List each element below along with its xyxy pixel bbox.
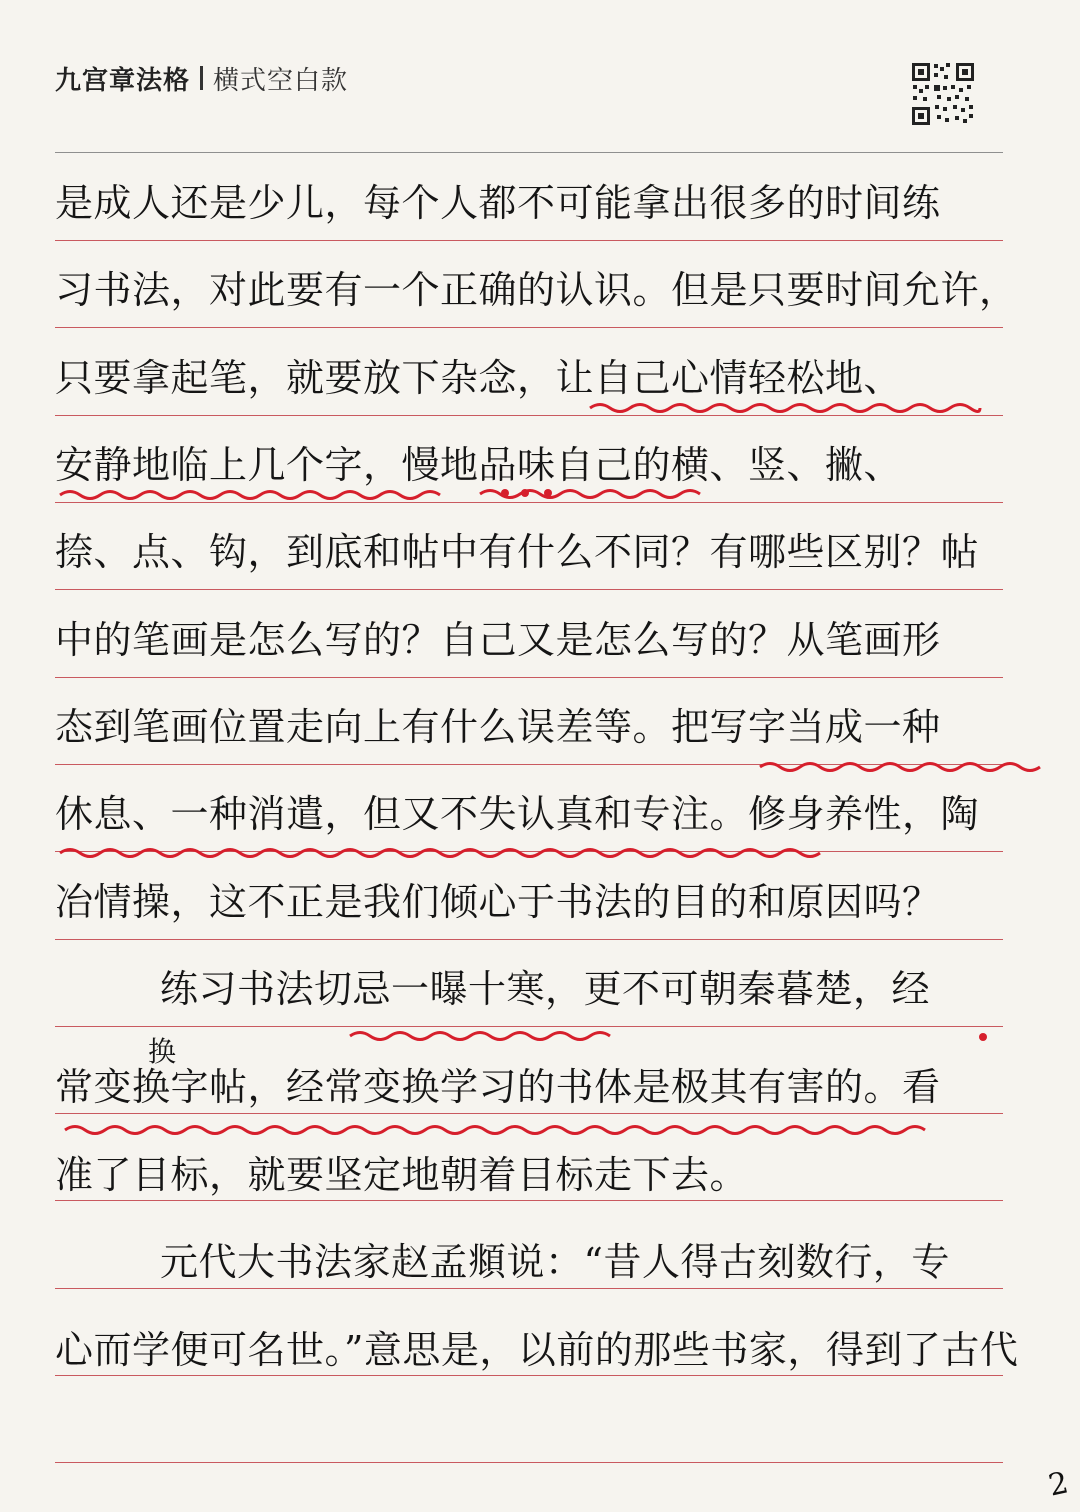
handwritten-line: 习书法，对此要有一个正确的认识。但是只要时间允许， [55, 268, 1018, 312]
red-dot [544, 489, 552, 497]
handwritten-line: 练习书法切忌一曝十寒，更不可朝秦暮楚，经 [160, 967, 931, 1011]
handwritten-line: 捺、点、钩，到底和帖中有什么不同？有哪些区别？帖 [55, 530, 980, 574]
red-dot [521, 489, 529, 497]
handwritten-line: 休息、一种消遣，但又不失认真和专注。修身养性，陶 [55, 792, 980, 836]
handwritten-line: 态到笔画位置走向上有什么误差等。把写字当成一种 [55, 705, 941, 749]
brand-title: 九宫章法格 [55, 65, 191, 96]
handwritten-line: 常变换字帖，经常变换学习的书体是极其有害的。看 [55, 1065, 941, 1109]
header-subtitle: 横式空白款 [213, 65, 349, 96]
handwritten-line: 冶情操，这不正是我们倾心于书法的目的和原因吗？ [55, 880, 941, 924]
handwritten-line: 心而学便可名世。”意思是，以前的那些书家，得到了古代 [55, 1328, 1019, 1372]
wavy-underline [60, 492, 440, 499]
red-dot [979, 1033, 987, 1041]
correction-note: 换 [148, 1035, 177, 1068]
wavy-underline [65, 1127, 925, 1134]
wavy-underline [760, 764, 1040, 771]
handwritten-line: 准了目标，就要坚定地朝着目标走下去。 [55, 1153, 749, 1197]
wavy-underline [480, 491, 700, 498]
handwritten-line: 安静地临上几个字，慢地品味自己的横、竖、撇、 [55, 443, 903, 487]
wavy-underline [590, 405, 980, 412]
wavy-underline [60, 850, 820, 857]
red-dot [501, 489, 509, 497]
handwritten-line: 只要拿起笔，就要放下杂念，让自己心情轻松地、 [55, 356, 903, 400]
handwritten-line: 中的笔画是怎么写的？自己又是怎么写的？从笔画形 [55, 618, 941, 662]
page-number: 2 [1045, 1465, 1072, 1504]
wavy-underline [350, 1033, 610, 1040]
handwritten-line: 元代大书法家赵孟頫说：“昔人得古刻数行，专 [160, 1240, 950, 1284]
handwritten-line: 是成人还是少儿，每个人都不可能拿出很多的时间练 [55, 181, 941, 225]
